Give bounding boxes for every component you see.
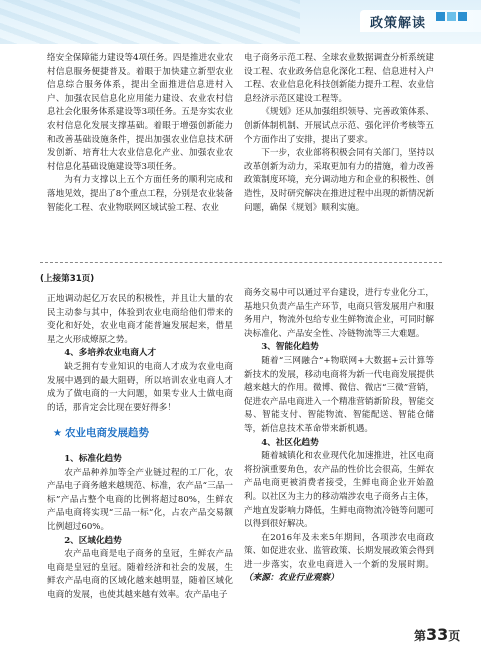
paragraph: 商务交易中可以通过平台建设，进行专业化分工，基地只负责产品生产环节，电商只管发展用户和服务用户，物流外包给专业生鲜物流企业，可同时解决标准化、产品安全性、冷链物流等三大难题。 <box>244 288 434 339</box>
paragraph: 随着“三网融合”+物联网+大数据+云计算等新技术的发展，移动电商将为新一代电商发展提供越来越大的作用。微博、微信、微店“三微”营销，促进农产品电商进入一个精准营销新阶段，智能交易、智能支付、智能物流、智能配送、智能仓储等，新信息技术革命带来新机遇。 <box>244 355 434 434</box>
bottom-left-column <box>47 293 233 602</box>
paragraph: 为有力支撑以上五个方面任务的顺利完成和落地见效，提出了8个重点工程，分别是农业装备智能化工程、农业物联网区域试验工程、农业 <box>47 175 233 213</box>
page-number-value: 33 <box>426 625 449 644</box>
top-left-column <box>47 52 233 215</box>
subheading: 4、多培养农业电商人才 <box>64 348 157 359</box>
paragraph <box>244 532 434 586</box>
page-prefix: 第 <box>414 629 427 643</box>
star-icon: ★ <box>53 428 62 440</box>
paragraph: 电子商务示范工程、全球农业数据调查分析系统建设工程、农业政务信息化深化工程、信息进村入户工程、农业信息化科技创新能力提升工程、农业信息经济示范区建设工程等。 <box>244 53 434 104</box>
paragraph: 缺乏拥有专业知识的电商人才成为农业电商发展中遇到的最大阻碍，所以培训农业电商人才成为了做电商的一大问题，如果专业人士做电商的话，那肯定会比现在要好得多！ <box>47 361 233 413</box>
header-decoration <box>0 0 300 44</box>
bottom-right-column <box>244 287 434 586</box>
continuation-note: (上接第31页) <box>40 274 95 284</box>
paragraph: 农产品电商是电子商务的皇冠，生鲜农产品电商是皇冠的皇冠。随着经济和社会的发展，生鲜农产品电商的区域化越来越明显，随着区域化电商的发展，也使其越来越有效率。农产品电子 <box>47 549 233 600</box>
paragraph: 随着城镇化和农业现代化加速推进，社区电商将扮演重要角色，农产品的性价比会很高，生鲜农产品电商更被消费者接受，生鲜电商企业开始盈利。以社区为主力的移动端涉农电子商务占主体，产地直发影响力降低，生鲜电商物流冷链等问题可以得到很好解决。 <box>244 451 434 530</box>
section-title-text: 农业电商发展趋势 <box>64 427 149 440</box>
article-section-title <box>53 427 233 441</box>
paragraph: 络安全保障能力建设等4项任务。四是推进农业农村信息服务便捷普及。着眼于加快建立新型农业信息综合服务体系，提出全面推进信息进村入户、加强农民信息化应用能力建设、农业农村信息社会化服务体系建设等3项任务。五是夯实农业农村信息化发展支撑基础。着眼于增强创新能力和改善基础设施条件，提出加强农业信息技术研发创新、培育壮大农业信息化产业、加强农业农村信息化基础设施建设等3项任务。 <box>47 53 233 172</box>
section-title-header: 政策解读 <box>370 16 427 31</box>
source-note: （来源：农业行业观察） <box>244 573 339 584</box>
subheading: 2、区域化趋势 <box>64 535 122 546</box>
subheading: 4、社区化趋势 <box>261 437 319 448</box>
square-decoration <box>458 12 467 21</box>
square-decoration <box>436 12 445 21</box>
top-right-column <box>244 52 434 215</box>
paragraph: 正地调动起亿万农民的积极性，并且让大量的农民主动参与其中，体验到农业电商给他们带来的变化和好处，农业电商才能普遍发展起来，借星星之火形成燎原之势。 <box>47 294 233 345</box>
closing-text: 在2016年及未来5年期间，各项涉农电商政策、如促进农业、监管政策、长期发展政策会得到进一步落实，农业电商进入一个新的发展时期。 <box>244 532 434 570</box>
page-number <box>414 625 460 644</box>
section-divider <box>40 262 442 263</box>
subheading: 1、标准化趋势 <box>64 453 122 464</box>
paragraph: 农产品种养加等全产业链过程的工厂化，农产品电子商务越来越规范、标准，农产品“三品一标”产品占整个电商的比例将超过80%，生鲜农产品电商将实现“三品一标”化，占农产品交易额比例超过60%。 <box>47 467 233 532</box>
paragraph: 下一步，农业部将积极会同有关部门，坚持以改革创新为动力，采取更加有力的措施，着力改善政策制度环境，充分调动地方和企业的积极性、创造性，及时研究解决在推进过程中出现的新情况新问题，确保《规划》顺利实施。 <box>244 148 434 213</box>
header-squares-decoration <box>436 12 467 21</box>
page-suffix: 页 <box>448 629 461 643</box>
subheading: 3、智能化趋势 <box>261 342 319 353</box>
paragraph: 《规划》还从加强组织领导、完善政策体系、创新体制机制、开展试点示范、强化评价考核等五个方面作出了安排，提出了要求。 <box>244 107 434 145</box>
square-decoration <box>447 12 456 21</box>
